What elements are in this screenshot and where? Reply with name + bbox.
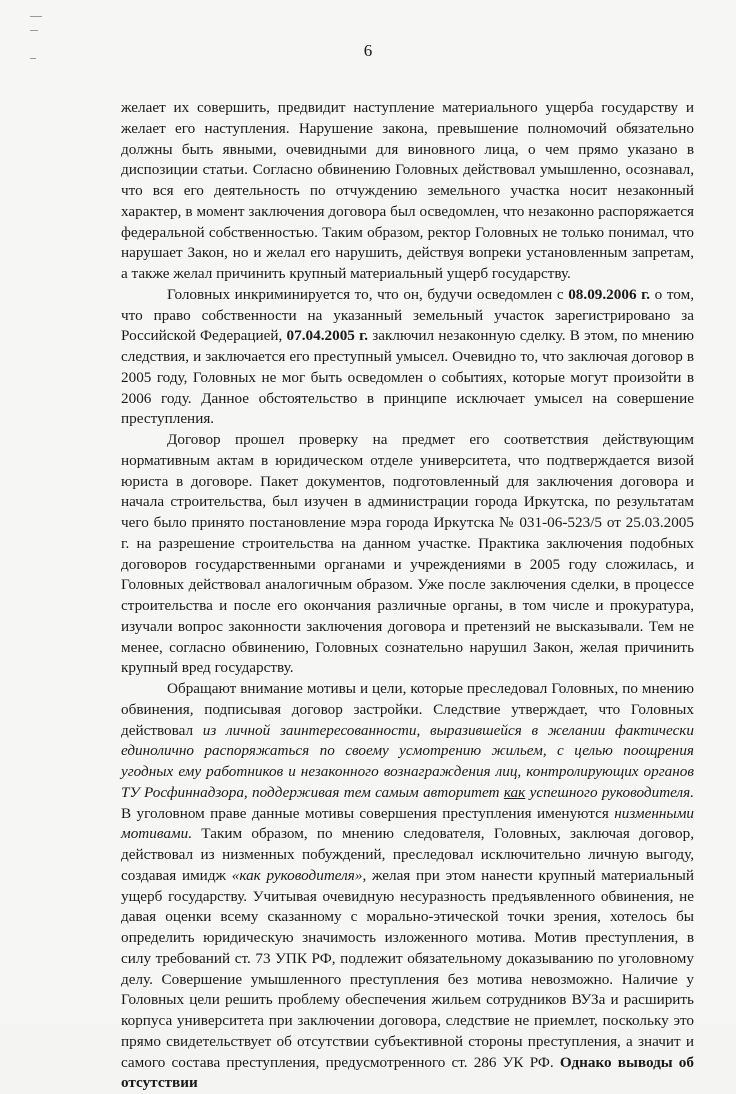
italic-text: как [503, 783, 526, 801]
scan-artifact [30, 30, 38, 31]
italic-text: «как руководителя» [231, 866, 363, 884]
bold-text: Однако выводы об отсутствии [121, 1053, 694, 1092]
bold-text: 08.09.2006 г. [568, 285, 651, 303]
bold-text: 07.04.2005 г. [286, 327, 369, 345]
page-number: 6 [363, 41, 373, 60]
italic-text: успешного руководителя. [525, 783, 694, 801]
text-run: , желая при этом нанести крупный материальный ущерб государству. Учитывая очевидную несуразность предъявленного обвинения, не давая оценки всему сказанному с морально-этической точки зрения, хотелось бы определить юридическую значимость изложенного мотива. Мотив преступления, в силу требований ст. 73 УПК РФ, подлежит обязательному доказыванию по уголовному делу. Совершение умышленного преступления без мотива невозможно. Наличие у Головных цели решить проблему обеспечения жильем сотрудников ВУЗа и расширить корпуса университета при заключении договора, следствие не приемлет, поскольку это прямо свидетельствует об отсутствии субъективной стороны преступления, а значит и самого состава преступления, предусмотренного ст. 286 УК РФ. [121, 866, 694, 1071]
text-run: В уголовном праве данные мотивы совершения преступления именуются [121, 804, 615, 822]
italic-text: низменными мотивами. [121, 804, 694, 843]
paragraph [121, 98, 694, 285]
paragraph [121, 679, 694, 1094]
text-run: Таким образом, по мнению следователя, Головных, заключая договор, действовал из низменных побуждений, преследовал исключительно личную выгоду, создавая имидж [121, 825, 694, 884]
document-body [121, 98, 694, 1094]
paragraph [121, 430, 694, 679]
text-run: Обращают внимание мотивы и цели, которые преследовал Головных, по мнению обвинения, подписывая договор застройки. Следствие утверждает, что Головных действовал [121, 680, 694, 739]
text-run: Головных инкриминируется то, что он, будучи осведомлен с [167, 285, 569, 303]
italic-text: из личной заинтересованности, выразившейся в желании фактически единолично распоряжаться по своему усмотрению жильем, с целью поощрения угодных ему работников и незаконного вознаграждения лиц, контролирующих органов ТУ Росфиннадзора, поддерживая тем самым авторитет [121, 721, 695, 801]
text-run: о том, что право собственности на указанный земельный участок зарегистрировано за Российской Федерацией, [121, 285, 695, 345]
paragraph [121, 285, 694, 430]
text-run: желает их совершить, предвидит наступление материального ущерба государству и желает его наступления. Нарушение закона, превышение полномочий обязательно должны быть явными, очевидными для виновного лица, о чем прямо указано в диспозиции статьи. Согласно обвинению Головных действовал умышленно, осознавал, что вся его деятельность по отчуждению земельного участка носит незаконный характер, в момент заключения договора был осведомлен, что незаконно распоряжается федеральной собственностью. Таким образом, ректор Головных не только понимал, что нарушает Закон, но и желал его нарушить, действуя вопреки установленным запретам, а также желал причинить крупный материальный ущерб государству. [121, 99, 694, 282]
text-run: заключил незаконную сделку. В этом, по мнению следствия, и заключается его преступный умысел. Очевидно то, что заключая договор в 2005 году, Головных не мог быть осведомлен о событиях, которые могут произойти в 2006 году. Данное обстоятельство в принципе исключает умысел на совершение преступления. [121, 327, 695, 428]
text-run: Договор прошел проверку на предмет его соответствия действующим нормативным актам в юридическом отделе университета, что подтверждается визой юриста в договоре. Пакет документов, подготовленный для заключения договора и начала строительства, был изучен в администрации города Иркутска, по результатам чего было принято постановление мэра города Иркутска № 031-06-523/5 от 25.03.2005 г. на разрешение строительства на данном участке. Практика заключения подобных договоров государственными органами и учреждениями в 2005 году сложилась, и Головных действовал аналогичным образом. Уже после заключения сделки, в процессе строительства и после его окончания различные органы, в том числе и прокуратура, изучали вопрос законности заключения договора и претензий не высказывали. Тем не менее, согласно обвинению, Головных сознательно нарушил Закон, желая причинить крупный вред государству. [121, 431, 694, 677]
scan-artifact [30, 16, 42, 17]
